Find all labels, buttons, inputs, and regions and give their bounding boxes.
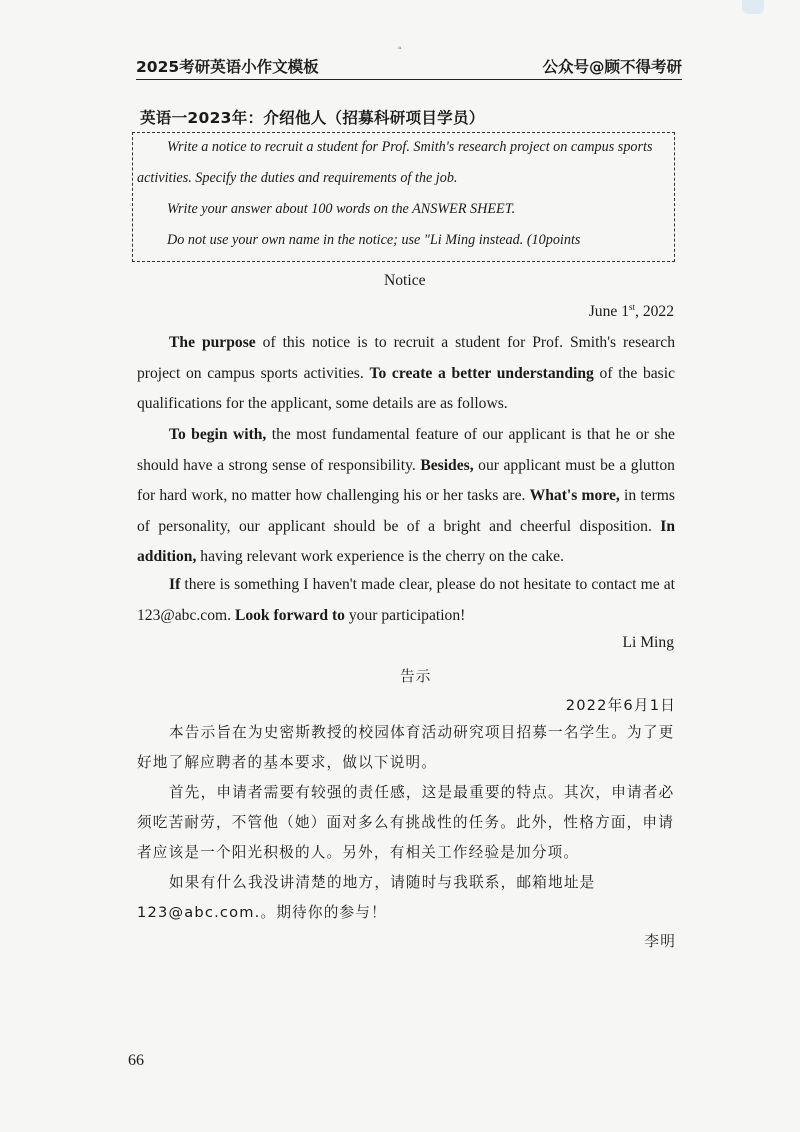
chinese-paragraph-3: 如果有什么我没讲清楚的地方，请随时与我联系，邮箱地址是 123@abc.com.。期待你的参与！ (137, 874, 596, 921)
bold-phrase: Look forward to (234, 606, 345, 624)
notice-paragraph-2 (137, 420, 675, 573)
bold-phrase: The purpose (169, 334, 256, 351)
prompt-line-4: Do not use your own name in the notice; use "Li Ming instead. (10points (167, 232, 581, 248)
page-header (136, 55, 682, 80)
paragraph-text: in terms of personality, our applicant should be of a bright and cheerful disposition. (137, 487, 675, 535)
bold-phrase: What's more, (529, 487, 620, 504)
bold-phrase: Besides, (420, 456, 474, 474)
paragraph-text: our applicant must be a glutton for hard work, no matter how challenging his or her tasks are. (137, 456, 675, 504)
notice-paragraph-3 (137, 570, 675, 631)
bold-phrase: If (169, 576, 181, 593)
paragraph-text: of this notice is to recruit a student for Prof. Smith's research project on campus sports activities. (137, 334, 675, 382)
chinese-signature: 李明 (644, 933, 676, 950)
header-mark: ᵃ (398, 45, 402, 55)
chinese-paragraph-1: 本告示旨在为史密斯教授的校园体育活动研究项目招募一名学生。为了更好地了解应聘者的基本要求，做以下说明。 (137, 724, 675, 771)
prompt-line-2: activities. Specify the duties and requirements of the job. (137, 170, 458, 186)
bold-phrase: In addition, (137, 517, 675, 565)
notice-date-day: June 1 (588, 303, 629, 321)
header-book-title: 2025考研英语小作文模板 (136, 58, 319, 76)
chinese-notice-title: 告示 (400, 668, 432, 685)
page-number: 66 (128, 1052, 144, 1069)
paragraph-text: your participation! (344, 606, 466, 624)
paragraph-text: there is something I haven't made clear, please do not hesitate to contact me at 123@abc.com. (137, 576, 675, 624)
corner-mark (742, 0, 764, 14)
section-title: 英语一2023年：介绍他人（招募科研项目学员） (140, 109, 485, 127)
notice-paragraph-1 (137, 328, 675, 420)
chinese-notice-date: 2022年6月1日 (565, 697, 676, 714)
paragraph-text: the most fundamental feature of our applicant is that he or she should have a strong sense of responsibility. (137, 426, 675, 474)
chinese-paragraph-2: 首先，申请者需要有较强的责任感，这是最重要的特点。其次，申请者必须吃苦耐劳，不管他（她）面对多么有挑战性的任务。此外，性格方面，申请者应该是一个阳光积极的人。另外，有相关工作经验是加分项。 (137, 784, 675, 861)
prompt-line-3: Write your answer about 100 words on the ANSWER SHEET. (167, 201, 516, 217)
notice-date (589, 302, 674, 321)
paragraph-text: of the basic qualifications for the applicant, some details are as follows. (137, 364, 676, 412)
bold-phrase: To begin with, (169, 426, 267, 443)
prompt-line-1: Write a notice to recruit a student for Prof. Smith's research project on campus sports (167, 139, 653, 155)
notice-signature: Li Ming (622, 634, 674, 651)
bold-phrase: To create a better understanding (369, 364, 594, 382)
notice-date-year: , 2022 (635, 303, 674, 321)
writing-prompt-box (132, 132, 675, 262)
notice-title: Notice (384, 272, 426, 289)
notice-date-suffix: st (629, 302, 636, 312)
header-account-name: 公众号@顾不得考研 (542, 58, 682, 76)
paragraph-text: having relevant work experience is the cherry on the cake. (196, 548, 564, 565)
